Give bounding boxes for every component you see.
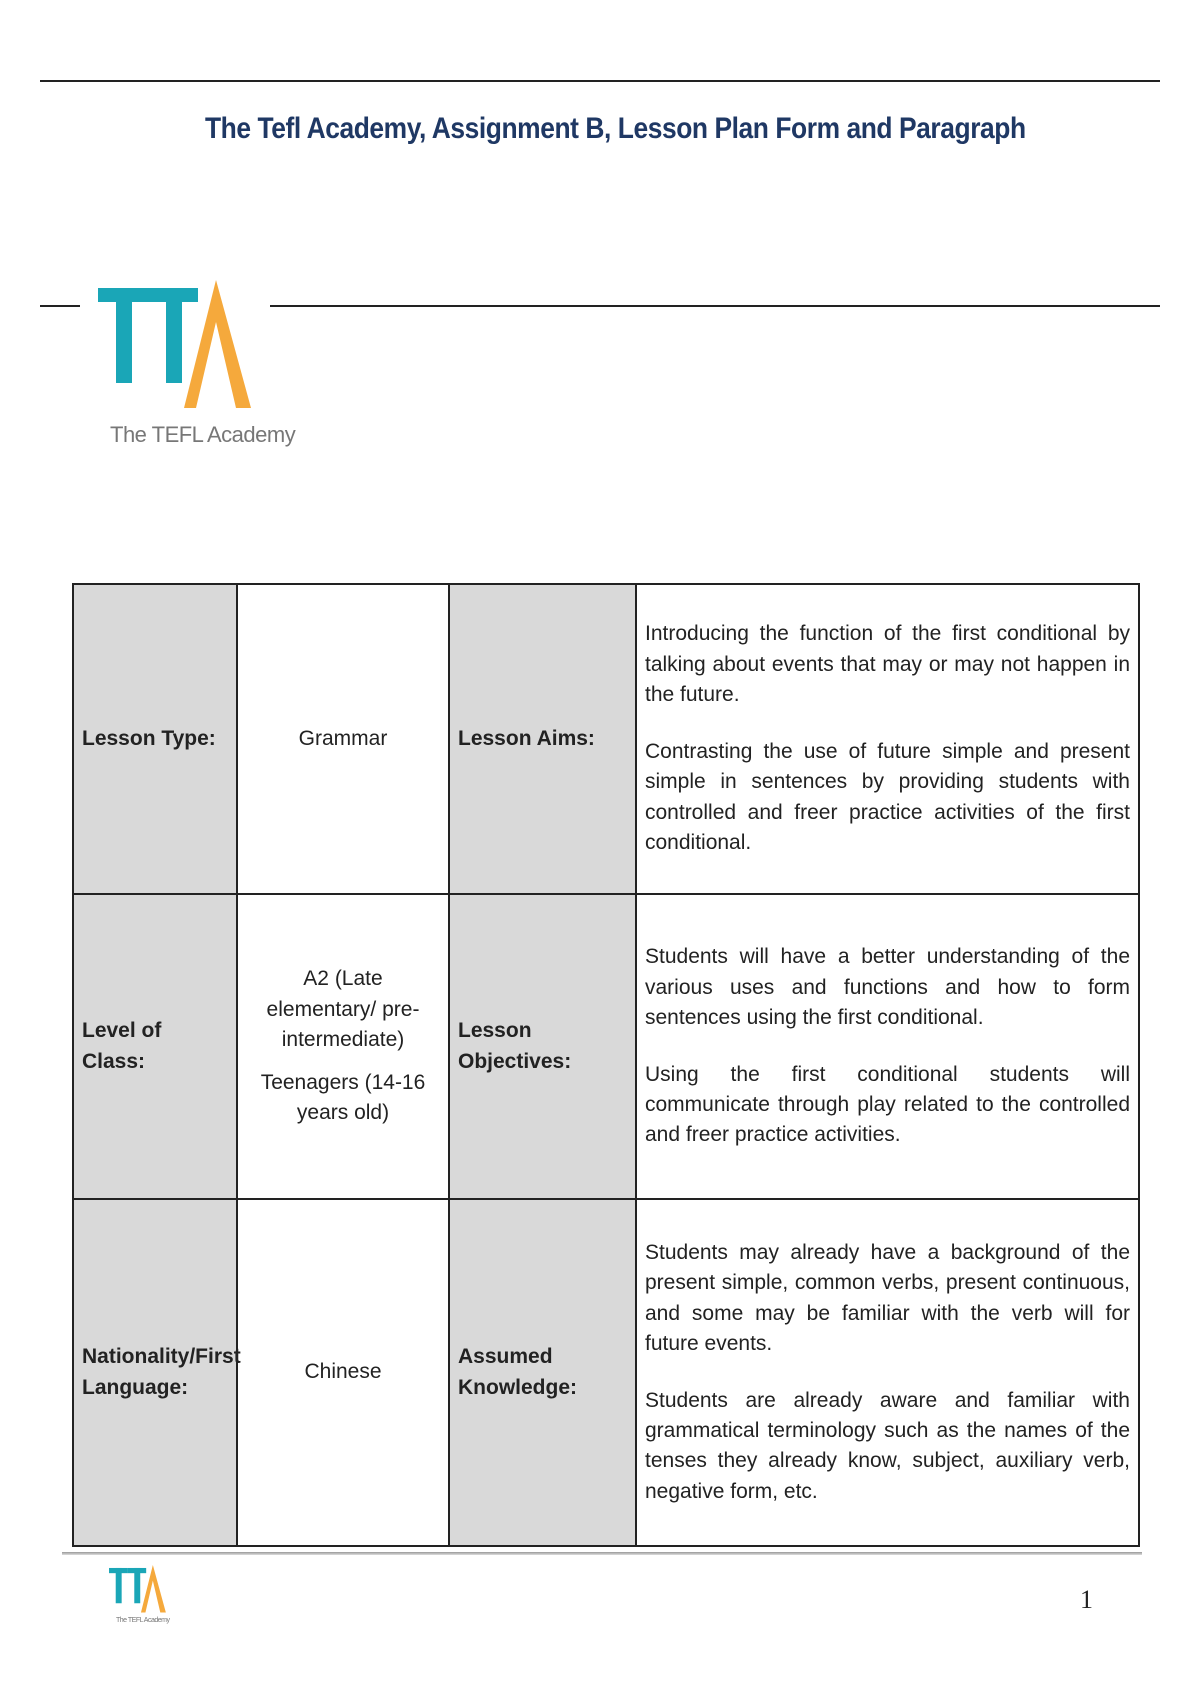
logo-rule-right bbox=[270, 305, 1160, 307]
table-row bbox=[73, 584, 1139, 894]
page-number: 1 bbox=[1080, 1585, 1093, 1614]
tta-logo bbox=[96, 280, 296, 460]
lesson-plan-table bbox=[72, 583, 1140, 1547]
table-row bbox=[73, 1199, 1139, 1546]
assumed-knowledge-label: Assumed Knowledge: bbox=[449, 1199, 636, 1546]
lesson-objectives-paragraph-2: Using the first conditional students will communicate through play related to the controlled and freer practice activities. bbox=[645, 1062, 1130, 1147]
footer-logo-mark bbox=[108, 1565, 168, 1617]
lesson-type-value bbox=[237, 584, 449, 894]
footer-rule bbox=[62, 1552, 1142, 1555]
lesson-objectives-value bbox=[636, 894, 1139, 1199]
age-text: Teenagers (14-16 years old) bbox=[260, 1070, 426, 1125]
tta-logo-mark bbox=[96, 280, 256, 420]
table-row bbox=[73, 894, 1139, 1199]
nationality-label: Nationality/First Language: bbox=[73, 1199, 237, 1546]
lesson-aims-paragraph-2: Contrasting the use of future simple and present simple in sentences by providing students with controlled and freer practice activities of the first conditional. bbox=[645, 739, 1130, 855]
nationality-text: Chinese bbox=[304, 1360, 382, 1384]
logo-rule-left bbox=[40, 305, 80, 307]
assumed-knowledge-paragraph-2: Students are already aware and familiar with grammatical terminology such as the names of the tenses they already know, subject, auxiliary verb, negative form, etc. bbox=[645, 1388, 1130, 1503]
lesson-aims-label: Lesson Aims: bbox=[449, 584, 636, 894]
page-title: The Tefl Academy, Assignment B, Lesson Plan Form and Paragraph bbox=[205, 112, 1026, 145]
lesson-objectives-paragraph-1: Students will have a better understanding of the various uses and functions and how to form sentences using the first conditional. bbox=[645, 945, 1130, 1030]
footer-logo bbox=[108, 1565, 168, 1630]
lesson-type-text: Grammar bbox=[298, 726, 388, 750]
lesson-aims-paragraph-1: Introducing the function of the first conditional by talking about events that may or may not happen in the future. bbox=[645, 622, 1130, 707]
level-of-class-value bbox=[237, 894, 449, 1199]
level-text: A2 (Late elementary/ pre-intermediate) bbox=[266, 967, 420, 1052]
top-rule bbox=[40, 80, 1160, 82]
lesson-type-label: Lesson Type: bbox=[73, 584, 237, 894]
tta-logo-tagline: The TEFL Academy bbox=[110, 422, 296, 447]
nationality-value bbox=[237, 1199, 449, 1546]
level-of-class-label: Level of Class: bbox=[73, 894, 237, 1199]
lesson-aims-value bbox=[636, 584, 1139, 894]
assumed-knowledge-value bbox=[636, 1199, 1139, 1546]
lesson-objectives-label: Lesson Objectives: bbox=[449, 894, 636, 1199]
assumed-knowledge-paragraph-1: Students may already have a background of the present simple, common verbs, present continuous, and some may be familiar with the verb will for future events. bbox=[645, 1240, 1130, 1356]
footer-logo-tagline: The TEFL Academy bbox=[116, 1617, 170, 1624]
